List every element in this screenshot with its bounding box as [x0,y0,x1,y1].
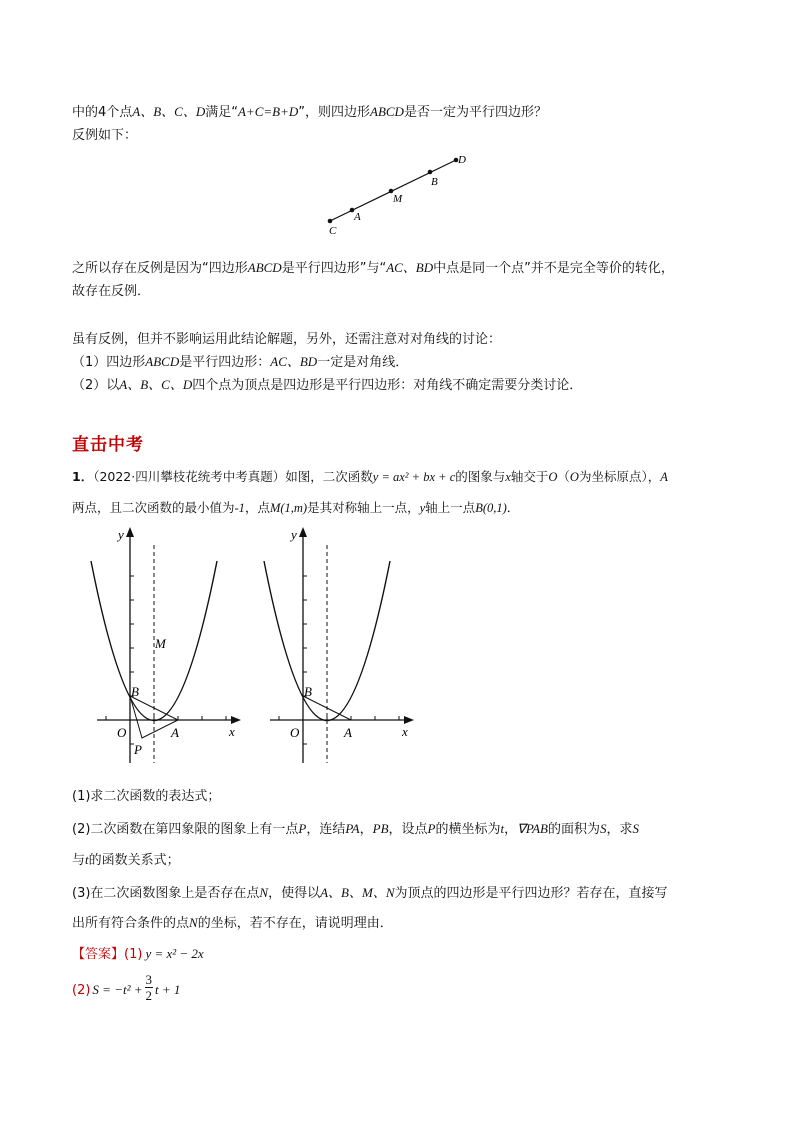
text: 轴交于 [510,469,549,484]
function-expression: y = ax² + bx + c [372,470,456,484]
point-B [428,170,433,175]
text: 与 [72,853,86,868]
diagonals-text: AC、BD [386,260,434,275]
text: 的图象与 [455,469,506,484]
points-text: A、B、C、D [119,377,193,392]
text: 中的4个点 [72,105,133,120]
counter-example-figure [320,150,480,240]
question-2-line-2 [72,849,180,868]
text: PB [372,821,389,836]
text: (2)二次函数在第四象限的图象上有一点 [72,822,299,837]
intro-line-2: 反例如下： [72,128,138,143]
x-axis-arrow [404,716,414,724]
label-y: y [118,527,124,542]
label-A: A [354,211,361,223]
text: （1）四边形 [72,355,146,370]
text: 为顶点的四边形是平行四边形？若存在，直接写 [394,886,668,901]
text: y [419,501,426,515]
text: PA [345,821,360,836]
label-x: x [229,724,235,739]
point-B-text: B(0,1) [475,501,507,515]
label-O: O [290,725,300,740]
y-axis-arrow [299,527,307,537]
answer-2-fraction [145,972,154,1003]
parabola-graph-1 [85,525,245,765]
text: 一定是对角线． [317,355,409,370]
text: S [632,821,640,836]
problem-source: （2022·四川攀枝花统考中考真题） [93,469,286,484]
text: P [427,821,436,836]
label-B: B [131,684,139,699]
parabola-curve [91,561,217,721]
parabola-graph-2 [258,525,418,765]
quad-name: ABCD [145,354,180,369]
text: 的面积为 [547,822,600,837]
text: A [660,470,668,484]
quad-name: ABCD [370,104,404,119]
text: x [505,470,511,484]
answer-2-label: (2) [72,983,91,998]
label-B: B [431,176,438,188]
x-axis-arrow [231,716,241,724]
text: ． [506,500,520,515]
text: ，使得以 [268,886,321,901]
text: N [259,885,269,900]
point-M-text: M(1,m) [269,501,308,515]
label-A: A [171,725,179,740]
text: 满足“ [205,105,238,120]
problem-number: 1． [72,469,94,484]
text: t [500,821,505,836]
intro-line-1 [72,101,547,120]
answer-1-expression: y = x² − 2x [145,946,204,961]
text: 是其对称轴上一点， [307,500,420,515]
text: (3)在二次函数图象上是否存在点 [72,886,260,901]
text: N [189,915,198,930]
answer-1-label: (1) [124,947,143,962]
text: 两点，且二次函数的最小值为 [72,500,235,515]
question-2-line-1 [72,818,639,837]
text: S [600,821,607,836]
answer-2-expression-pre: S = −t² + [92,982,143,997]
text: ，求 [606,822,633,837]
question-3-line-2 [72,912,393,931]
text: ， [359,822,373,837]
diagonals-text: AC、BD [270,354,318,369]
points-text: A、B、C、D [132,104,206,119]
text: 轴上一点 [425,500,476,515]
equation-text: A+C=B+D [237,104,299,119]
label-x: x [402,724,408,739]
text: ，点 [244,500,270,515]
text: 之所以存在反例是因为“四边形 [72,261,248,276]
point-C [328,219,333,224]
text: 为坐标原点）， [578,469,661,484]
text: 的函数关系式； [88,853,180,868]
notes-line-1: 虽有反例，但并不影响运用此结论解题，另外，还需注意对对角线的讨论： [72,332,502,347]
text: （ [557,469,570,484]
label-B: B [304,684,312,699]
explanation-line-2: 故存在反例． [72,284,151,299]
problem-line-1 [72,467,668,485]
text: 出所有符合条件的点 [72,916,190,931]
min-value: -1 [234,501,245,515]
fraction-numerator: 3 [145,972,152,987]
points-text: A、B、M、N [320,885,395,900]
text: 的坐标，若不存在，请说明理由． [197,916,393,931]
text: 的横坐标为 [435,822,501,837]
answer-line-1 [72,943,204,962]
text: t [85,852,89,867]
text: O [548,470,558,484]
text: 是否一定为平行四边形？ [403,105,547,120]
label-M: M [393,193,403,205]
y-axis-arrow [126,527,134,537]
section-heading: 直击中考 [72,435,144,455]
label-D: D [458,154,466,166]
explanation-line-1 [72,257,674,276]
label-M: M [155,636,166,651]
text: ，设点 [388,822,428,837]
text: ”，则四边形 [298,105,370,120]
problem-line-2 [72,498,519,516]
text: 是平行四边形： [179,355,271,370]
question-3-line-1 [72,882,668,901]
question-1: (1)求二次函数的表达式； [72,789,221,804]
answer-tag: 【答案】 [72,947,125,962]
label-O: O [117,725,127,740]
notes-item-2 [72,374,582,393]
triangle-text: ∇PAB [517,821,548,836]
text: 中点是同一个点”并不是完全等价的转化， [433,261,674,276]
text: ， [504,822,518,837]
text: 四个点为顶点是四边形是平行四边形：对角线不确定需要分类讨论． [192,378,583,393]
text: O [569,470,579,484]
label-P: P [134,742,142,757]
quad-name: ABCD [247,260,282,275]
text: 是平行四边形”与“ [281,261,387,276]
text: P [298,821,307,836]
fraction-denominator: 2 [145,988,152,1003]
label-y: y [291,527,297,542]
answer-2-expression-post: t + 1 [155,982,181,997]
text: （2）以 [72,378,120,393]
text: ，连结 [306,822,346,837]
label-C: C [329,225,337,237]
text: 如图，二次函数 [285,469,373,484]
label-A: A [344,725,352,740]
answer-line-2 [72,972,180,1012]
notes-item-1 [72,351,408,370]
parabola-curve [264,561,390,721]
